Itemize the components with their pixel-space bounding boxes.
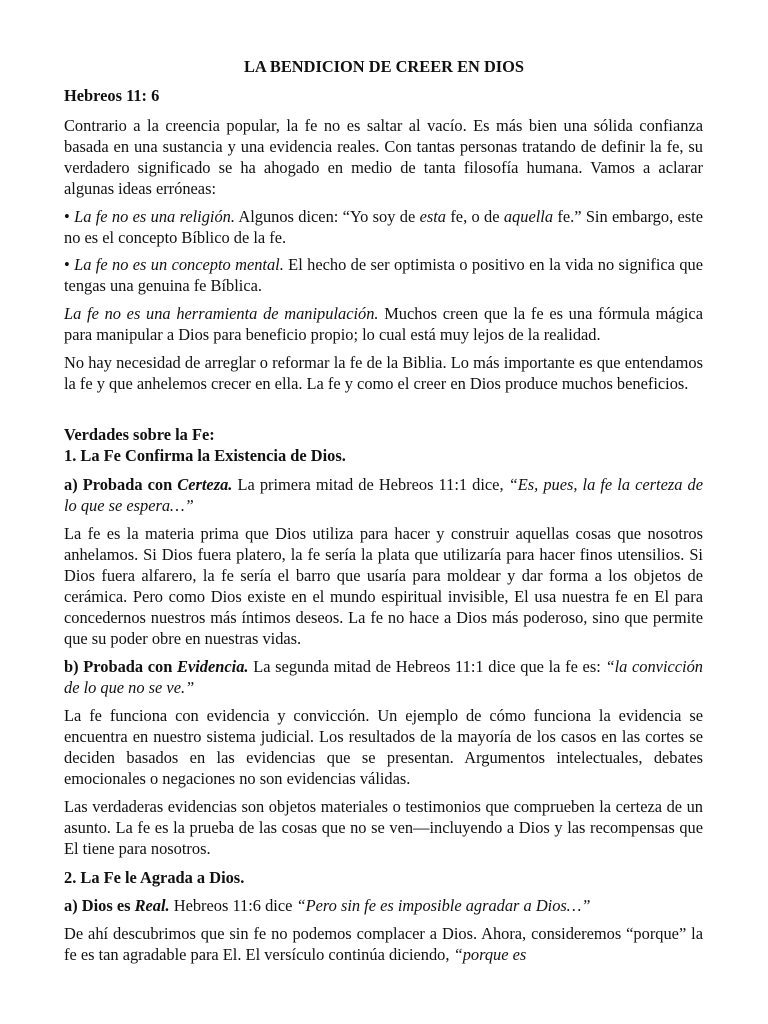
subsection-1b-label: b) Probada con xyxy=(64,657,178,676)
bullet-mental-concept xyxy=(64,254,703,296)
subsection-1a-label: a) Probada con xyxy=(64,475,178,494)
subsection-2a-keyword: Real. xyxy=(134,896,170,915)
bullet-marker: • xyxy=(64,255,75,274)
bullet-religion-emphasis-2: aquella xyxy=(503,207,554,226)
bullet-religion-text-3: fe.” Sin embargo, este no es el concepto Bíblico de la fe. xyxy=(64,207,703,247)
subsection-1a-keyword: Certeza. xyxy=(177,475,233,494)
subsection-1a-heading xyxy=(64,474,703,516)
bullet-marker: • xyxy=(64,207,75,226)
subsection-1b-quote: “la convicción de lo que no se ve.” xyxy=(64,657,703,697)
bullet-religion-emphasis-1: esta xyxy=(419,207,446,226)
truths-heading: Verdades sobre la Fe: xyxy=(64,425,215,444)
scripture-reference: Hebreos 11: 6 xyxy=(64,86,160,105)
subsection-2a-heading xyxy=(64,895,703,916)
subsection-2a-label: a) Dios es xyxy=(64,896,135,915)
subsection-2a-paragraph xyxy=(64,923,703,965)
subsection-2a-paragraph-text: De ahí descubrimos que sin fe no podemos complacer a Dios. Ahora, consideremos “porque” la fe es tan agradable para El. El versículo continúa diciendo, xyxy=(64,924,703,964)
subsection-1b-text: La segunda mitad de Hebreos 11:1 dice que la fe es: xyxy=(248,657,606,676)
intro-paragraph: Contrario a la creencia popular, la fe no es saltar al vacío. Es más bien una sólida confianza basada en una sustancia y una evidencia reales. Con tantas personas tratando de definir la fe, su verdadero significado se ha ahogado en medio de tanta filosofía humana. Vamos a aclarar algunas ideas erróneas: xyxy=(64,116,703,198)
subsection-2a-quote: “Pero sin fe es imposible agradar a Dios…” xyxy=(296,896,591,915)
manipulation-text: Muchos creen que la fe es una fórmula mágica para manipular a Dios para beneficio propio; lo cual está muy lejos de la realidad. xyxy=(64,304,703,344)
subsection-1b-paragraph-1: La fe funciona con evidencia y convicción. Un ejemplo de cómo funciona la evidencia se encuentra en nuestro sistema judicial. Los resultados de la mayoría de los casos en las cortes se deciden basados en las evidencias que se presentan. Argumentos intelectuales, debates emocionales o negaciones no son evidencias válidas. xyxy=(64,706,703,788)
manipulation-paragraph xyxy=(64,303,703,345)
section-2-heading: 2. La Fe le Agrada a Dios. xyxy=(64,868,245,887)
bullet-religion-text-1: Algunos dicen: “Yo soy de xyxy=(234,207,420,226)
document-title: LA BENDICION DE CREER EN DIOS xyxy=(243,57,525,76)
reform-paragraph: No hay necesidad de arreglar o reformar la fe de la Biblia. Lo más importante es que entendamos la fe y que anhelemos crecer en ella. La fe y como el creer en Dios produce muchos beneficios. xyxy=(64,353,703,393)
bullet-religion-text-2: fe, o de xyxy=(446,207,504,226)
section-1-heading: 1. La Fe Confirma la Existencia de Dios. xyxy=(64,446,346,465)
manipulation-lead: La fe no es una herramienta de manipulación. xyxy=(64,304,379,323)
subsection-2a-text: Hebreos 11:6 dice xyxy=(169,896,297,915)
subsection-1b-keyword: Evidencia. xyxy=(177,657,249,676)
subsection-1a-quote: “Es, pues, la fe la certeza de lo que se espera…” xyxy=(64,475,704,515)
bullet-religion-lead: La fe no es una religión. xyxy=(74,207,235,226)
subsection-1b-heading xyxy=(64,656,703,698)
bullet-religion xyxy=(64,206,703,248)
bullet-mental-lead: La fe no es un concepto mental. xyxy=(74,255,284,274)
subsection-1a-text: La primera mitad de Hebreos 11:1 dice, xyxy=(232,475,509,494)
bullet-mental-text: El hecho de ser optimista o positivo en la vida no significa que tengas una genuina fe Bíblica. xyxy=(64,255,704,295)
subsection-1a-paragraph: La fe es la materia prima que Dios utiliza para hacer y construir aquellas cosas que nosotros anhelamos. Si Dios fuera platero, la fe sería la plata que utilizaría para hacer finos utensilios. Si Dios fuera alfarero, la fe sería el barro que usaría para moldear y dar forma a los objetos de cerámica. Pero como Dios existe en el mundo espiritual invisible, El usa nuestra fe en El para concedernos nuestros más íntimos deseos. La fe no hace a Dios más poderoso, sino que permite que su poder obre en nuestras vidas. xyxy=(64,524,703,648)
subsection-1b-paragraph-2: Las verdaderas evidencias son objetos materiales o testimonios que comprueben la certeza de un asunto. La fe es la prueba de las cosas que no se ven—incluyendo a Dios y las recompensas que El tiene para nosotros. xyxy=(64,797,703,858)
subsection-2a-paragraph-quote: “porque es xyxy=(453,945,527,964)
